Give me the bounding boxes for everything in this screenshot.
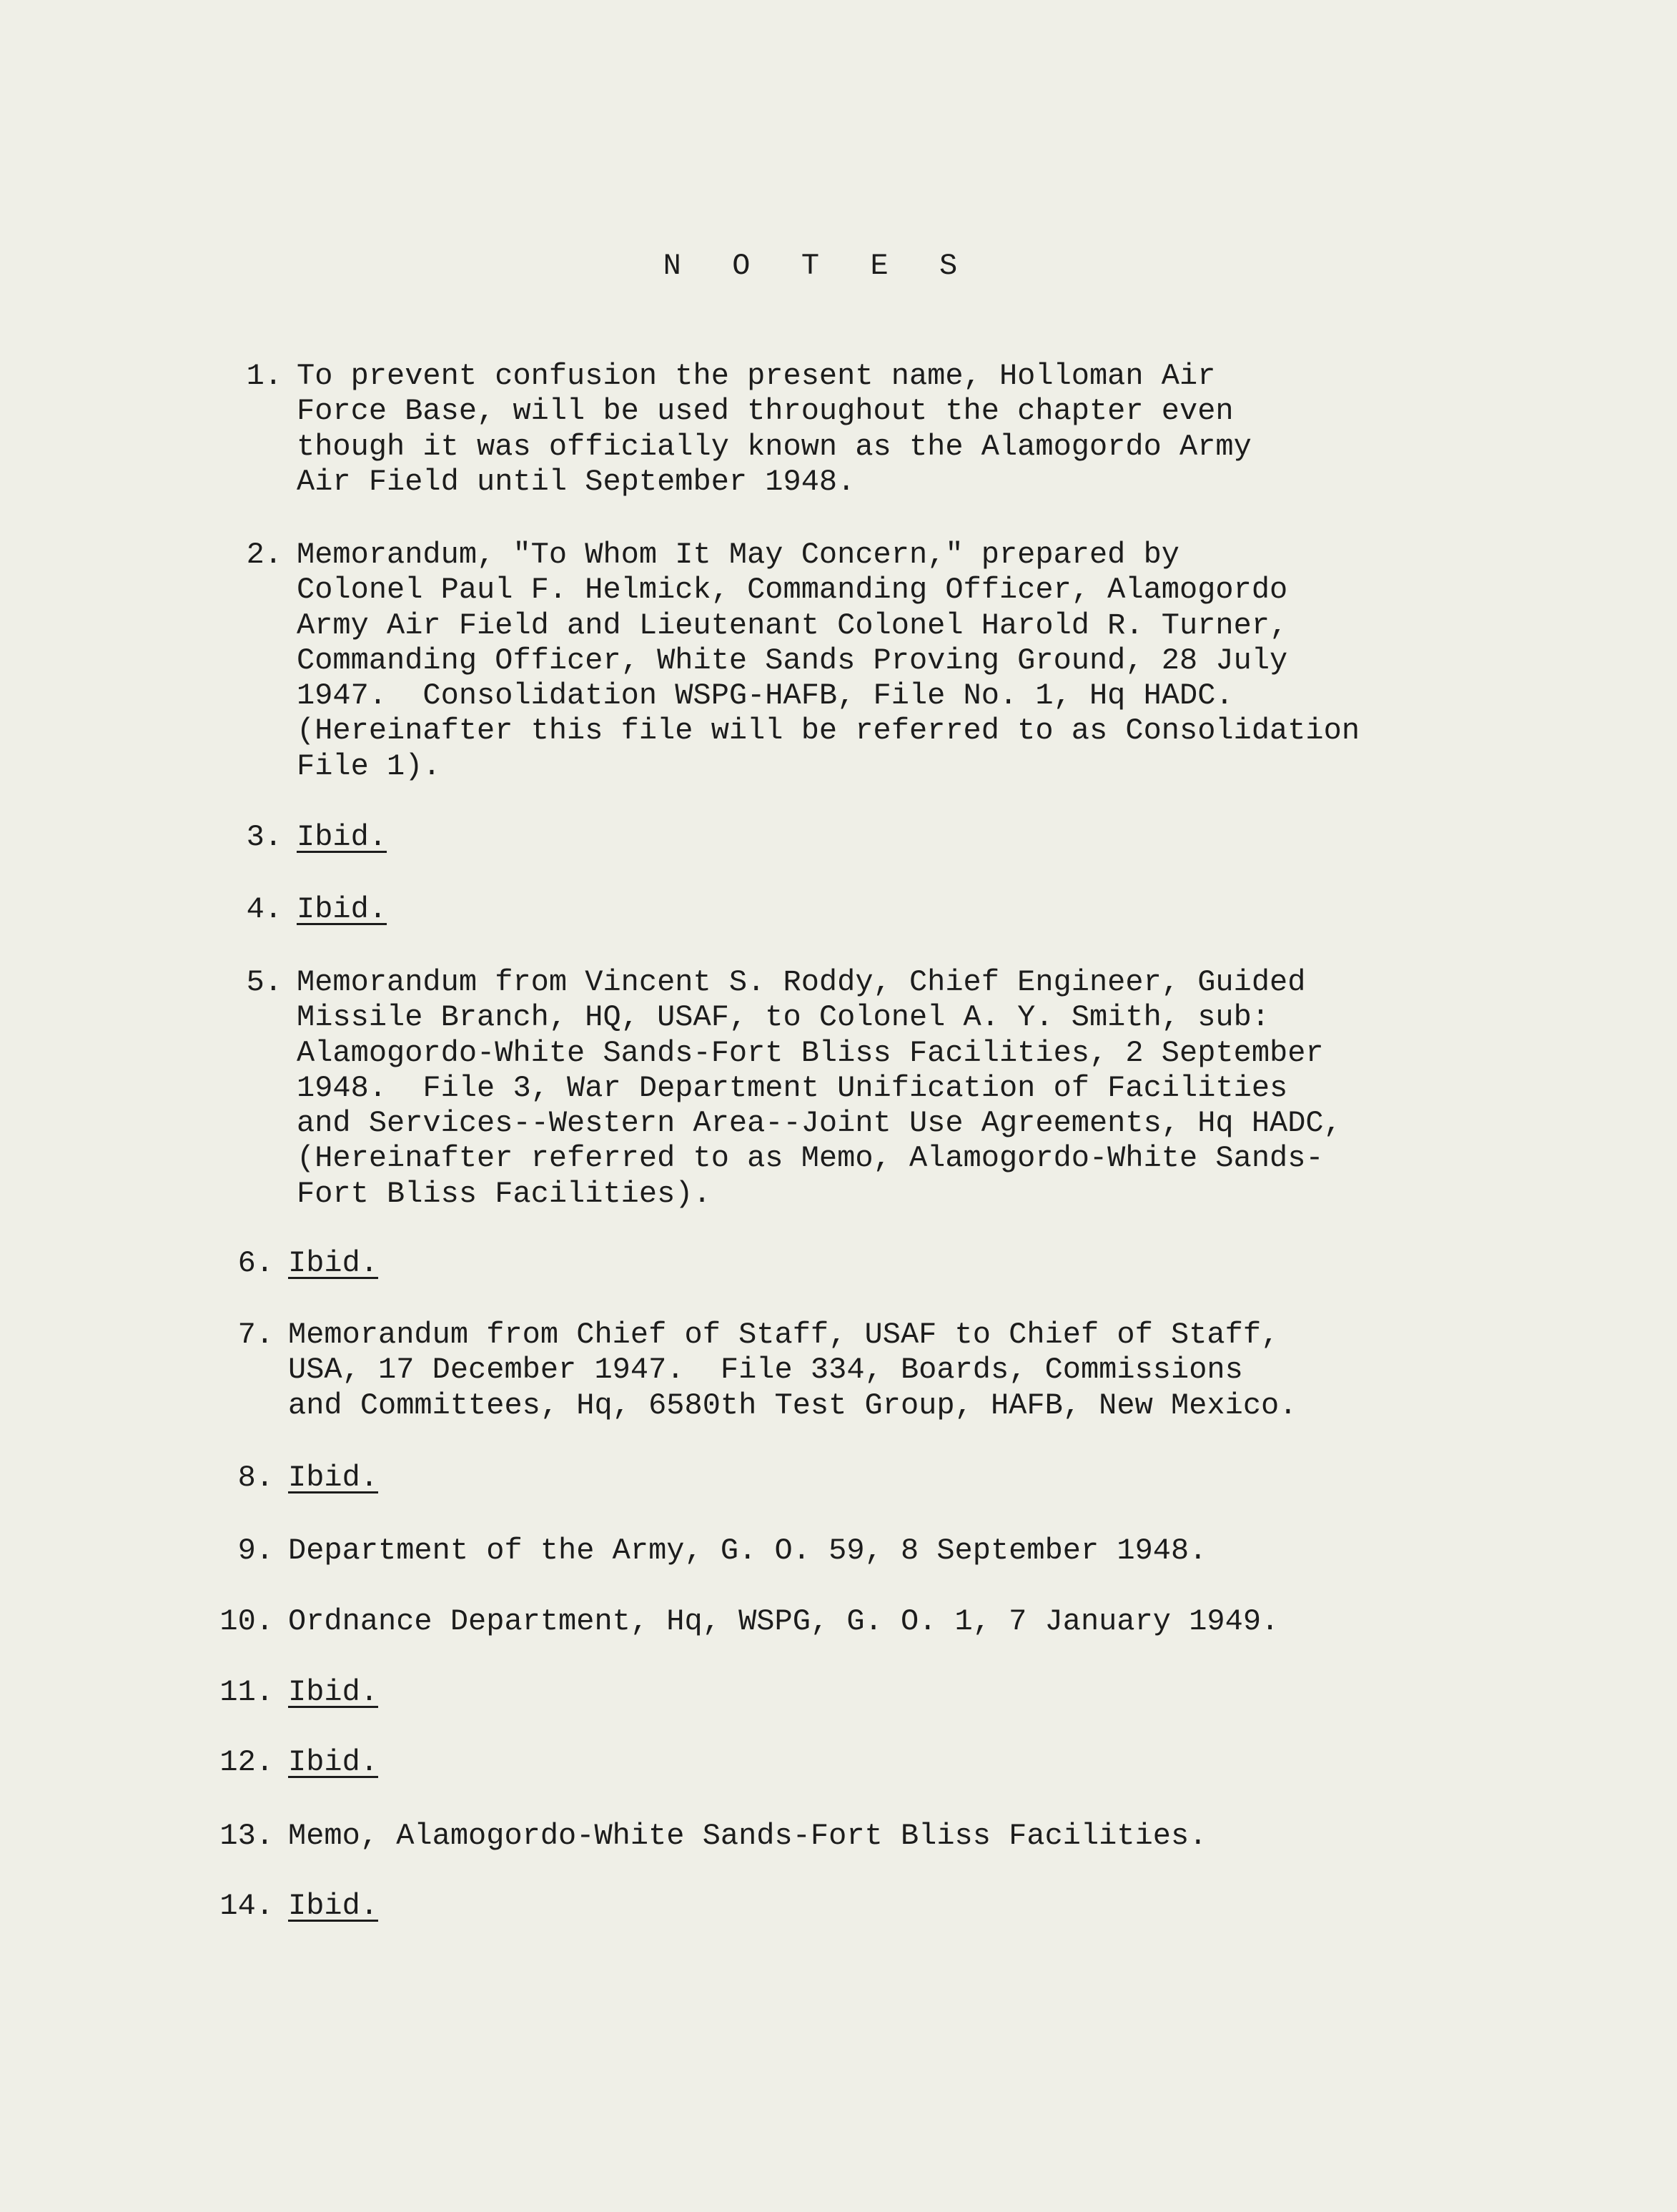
note-line: and Committees, Hq, 6580th Test Group, HAFB, New Mexico. [288, 1388, 1297, 1423]
note-line: Force Base, will be used throughout the chapter even [297, 394, 1234, 429]
note-line: (Hereinafter referred to as Memo, Alamogordo-White Sands- [297, 1141, 1324, 1176]
note-line: 1947. Consolidation WSPG-HAFB, File No. 1, Hq HADC. [297, 678, 1234, 714]
note-line: Fort Bliss Facilities). [297, 1176, 711, 1211]
note-line: Department of the Army, G. O. 59, 8 September 1948. [288, 1534, 1207, 1568]
ibid-citation: Ibid. [288, 1889, 379, 1923]
note-number: 5. [246, 965, 282, 999]
note-number: 8. [237, 1461, 274, 1495]
note-number: 14. [219, 1889, 274, 1923]
note-text [288, 1675, 378, 1710]
note-text [297, 965, 1342, 1212]
note-number: 10. [219, 1604, 274, 1639]
note-text [297, 538, 1360, 784]
note-line: Ordnance Department, Hq, WSPG, G. O. 1, 7 January 1949. [288, 1604, 1280, 1639]
note-number: 7. [237, 1318, 274, 1352]
note-line: Memorandum, "To Whom It May Concern," prepared by [297, 538, 1180, 572]
ibid-citation: Ibid. [288, 1745, 379, 1779]
note-text [288, 1534, 1207, 1569]
note-text [288, 1246, 378, 1281]
note-number: 12. [219, 1745, 274, 1779]
note-text [288, 1604, 1279, 1639]
note-line: Commanding Officer, White Sands Proving Ground, 28 July [297, 643, 1288, 678]
note-line: and Services--Western Area--Joint Use Agreements, Hq HADC, [297, 1106, 1342, 1141]
note-number: 3. [246, 820, 282, 854]
note-number: 11. [219, 1675, 274, 1709]
note-text [288, 1318, 1297, 1423]
note-text [288, 1889, 378, 1924]
note-line: Colonel Paul F. Helmick, Commanding Officer, Alamogordo [297, 573, 1288, 608]
note-line: Missile Branch, HQ, USAF, to Colonel A. Y. Smith, sub: [297, 1000, 1270, 1035]
note-number: 1. [246, 359, 282, 393]
note-text [288, 1819, 1207, 1854]
page-title: N O T E S [663, 249, 974, 283]
note-line: To prevent confusion the present name, Holloman Air [297, 359, 1216, 393]
note-text [288, 1461, 378, 1496]
note-text [297, 359, 1252, 500]
ibid-citation: Ibid. [288, 1461, 379, 1495]
note-line: Memorandum from Chief of Staff, USAF to Chief of Staff, [288, 1318, 1280, 1352]
note-text [288, 1745, 378, 1780]
ibid-citation: Ibid. [297, 892, 387, 927]
note-line: Memo, Alamogordo-White Sands-Fort Bliss Facilities. [288, 1819, 1207, 1853]
note-line: Air Field until September 1948. [297, 464, 856, 499]
note-line: File 1). [297, 749, 441, 784]
note-line: Army Air Field and Lieutenant Colonel Harold R. Turner, [297, 608, 1288, 643]
note-number: 2. [246, 538, 282, 572]
note-number: 13. [219, 1819, 274, 1853]
note-text [297, 820, 387, 855]
note-line: 1948. File 3, War Department Unification of Facilities [297, 1070, 1288, 1105]
note-number: 6. [237, 1246, 274, 1280]
note-text [297, 892, 387, 927]
note-line: (Hereinafter this file will be referred to as Consolidation [297, 714, 1360, 749]
note-number: 9. [237, 1534, 274, 1568]
note-line: Alamogordo-White Sands-Fort Bliss Facilities, 2 September [297, 1035, 1324, 1070]
ibid-citation: Ibid. [288, 1675, 379, 1709]
ibid-citation: Ibid. [297, 820, 387, 854]
ibid-citation: Ibid. [288, 1246, 379, 1280]
note-number: 4. [246, 892, 282, 927]
note-line: though it was officially known as the Alamogordo Army [297, 429, 1252, 464]
note-line: USA, 17 December 1947. File 334, Boards, Commissions [288, 1353, 1243, 1388]
note-line: Memorandum from Vincent S. Roddy, Chief Engineer, Guided [297, 965, 1306, 999]
